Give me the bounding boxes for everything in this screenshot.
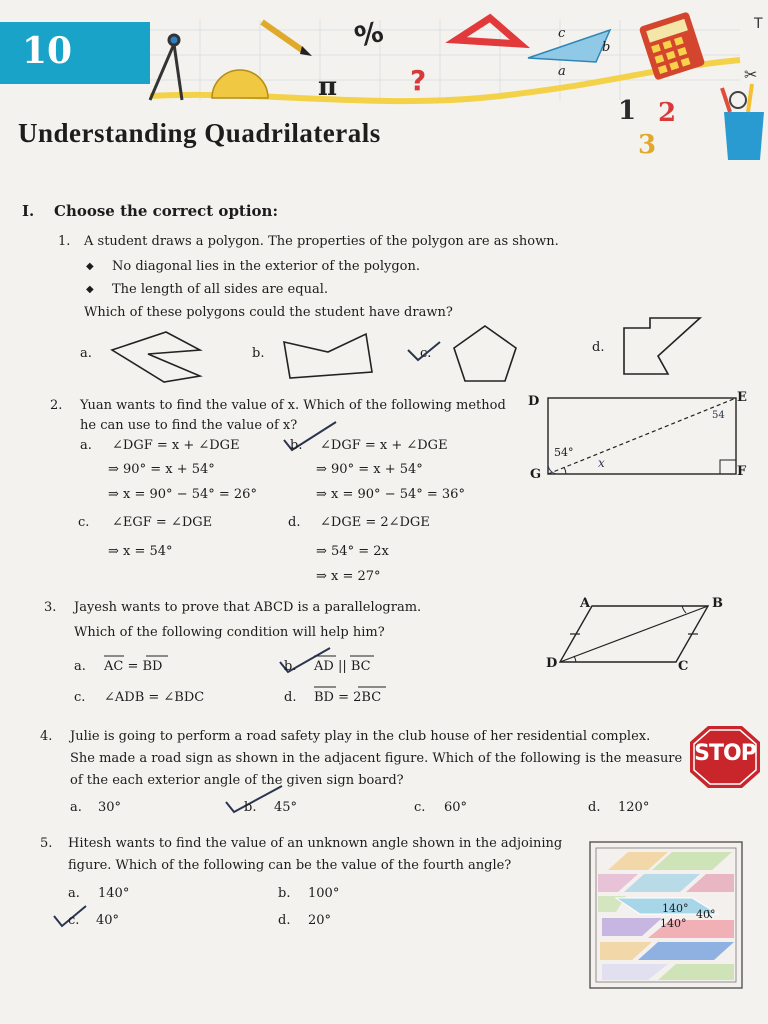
q1-option-a-figure — [108, 330, 208, 384]
q2-line-2: he can use to find the value of x? — [80, 418, 298, 433]
q2-fig-angle: 54° — [554, 446, 574, 459]
q5-b-value: 100° — [308, 886, 340, 901]
q3-b-text: AD || BC — [314, 659, 371, 674]
q3-a-text: AC = BD — [104, 659, 163, 674]
q4-b-value: 45° — [274, 800, 298, 815]
q2-fig-label-g: G — [530, 467, 542, 482]
q4-d-value: 120° — [618, 800, 650, 815]
q1-bullet-2: The length of all sides are equal. — [112, 282, 328, 297]
q1-option-a-label: a. — [80, 346, 92, 361]
q2-b-line-2: ⇒ 90° = x + 54° — [316, 462, 423, 477]
digit-3: 3 — [638, 130, 657, 160]
q2-a-line-2: ⇒ 90° = x + 54° — [108, 462, 215, 477]
labeled-triangle-icon — [528, 30, 610, 62]
q4-a-label: a. — [70, 800, 82, 815]
pi-glyph: π — [318, 72, 338, 102]
q5-line-2: figure. Which of the following can be the value of the fourth angle? — [68, 858, 512, 873]
q4-b-label: b. — [244, 800, 257, 815]
q2-number: 2. — [50, 398, 63, 413]
q5-d-label: d. — [278, 913, 291, 928]
chapter-title: Understanding Quadrilaterals — [18, 118, 381, 148]
q2-fig-label-f: F — [737, 464, 747, 479]
q4-a-value: 30° — [98, 800, 122, 815]
q2-d-label: d. — [288, 515, 301, 530]
q5-tile-figure — [588, 840, 744, 990]
digit-2: 2 — [658, 98, 677, 128]
q5-c-label: c. — [68, 913, 80, 928]
q4-c-label: c. — [414, 800, 426, 815]
q5-fig-angle-3: 40° — [696, 908, 716, 921]
triangle-label-a: a — [558, 64, 566, 79]
set-square-icon — [456, 18, 520, 44]
triangle-label-b: b — [602, 40, 611, 55]
section-number: I. — [22, 202, 35, 220]
q3-a-overline — [104, 655, 174, 659]
q5-a-label: a. — [68, 886, 80, 901]
q1-number: 1. — [58, 234, 71, 249]
q2-fig-x: x — [598, 456, 605, 470]
stop-sign-text: STOP — [694, 741, 756, 766]
q5-b-label: b. — [278, 886, 291, 901]
compass-icon — [150, 35, 182, 100]
q1-text: A student draws a polygon. The properties of the polygon are as shown. — [84, 234, 559, 249]
q3-b-label: b. — [284, 659, 297, 674]
q2-d-line-2: ⇒ 54° = 2x — [316, 544, 389, 559]
q2-a-line-1: ∠DGF = x + ∠DGE — [112, 438, 240, 453]
q2-d-line-3: ⇒ x = 27° — [316, 569, 381, 584]
percent-glyph: % — [351, 14, 387, 55]
pencil-cup-icon — [722, 84, 764, 160]
q2-b-line-3: ⇒ x = 90° − 54° = 36° — [316, 487, 465, 502]
q5-d-value: 20° — [308, 913, 332, 928]
q2-a-label: a. — [80, 438, 92, 453]
question-glyph: ? — [410, 64, 427, 97]
q2-c-label: c. — [78, 515, 90, 530]
bullet-icon: ◆ — [86, 284, 94, 295]
section-heading: Choose the correct option: — [54, 202, 279, 220]
q3-c-label: c. — [74, 690, 86, 705]
q1-option-d-figure — [620, 316, 706, 378]
q3-d-overline — [314, 686, 394, 690]
digit-1: 1 — [618, 96, 637, 126]
q5-c-value: 40° — [96, 913, 120, 928]
bullet-icon: ◆ — [86, 261, 94, 272]
q5-fig-angle-1: 140° — [662, 902, 689, 915]
q3-fig-label-a: A — [580, 596, 591, 611]
q1-bullet-1: No diagonal lies in the exterior of the polygon. — [112, 259, 421, 274]
q5-fig-angle-2: 140° — [660, 917, 687, 930]
q4-line-2: She made a road sign as shown in the adjacent figure. Which of the following is the measure — [70, 751, 683, 766]
q1-option-c-tick-icon — [406, 340, 446, 364]
q1-ask: Which of these polygons could the student have drawn? — [84, 305, 453, 320]
q2-fig-label-e: E — [737, 390, 747, 405]
scissors-icon: ✂ — [744, 65, 758, 84]
q2-line-1: Yuan wants to find the value of x. Which of the following method — [80, 398, 506, 413]
q2-b-label: b. — [290, 438, 303, 453]
q2-b-line-1: ∠DGF = x + ∠DGE — [320, 438, 448, 453]
q3-fig-label-d: D — [546, 656, 558, 671]
q3-d-text: BD = 2BC — [314, 690, 382, 705]
q2-fig-label-d: D — [528, 394, 540, 409]
q4-d-label: d. — [588, 800, 601, 815]
q2-d-line-1: ∠DGE = 2∠DGE — [320, 515, 430, 530]
q3-line-2: Which of the following condition will help him? — [74, 625, 385, 640]
q3-fig-label-c: C — [678, 659, 689, 674]
q1-option-d-label: d. — [592, 340, 605, 355]
triangle-label-c: c — [558, 26, 566, 41]
q3-fig-label-b: B — [712, 596, 723, 611]
q3-line-1: Jayesh wants to prove that ABCD is a parallelogram. — [74, 600, 422, 615]
q1-option-b-figure — [280, 330, 376, 384]
pencil-icon — [262, 22, 312, 56]
q4-number: 4. — [40, 729, 53, 744]
q1-option-c-figure — [450, 323, 520, 385]
q5-line-1: Hitesh wants to find the value of an unknown angle shown in the adjoining — [68, 836, 563, 851]
q2-c-line-2: ⇒ x = 54° — [108, 544, 173, 559]
q4-line-3: of the each exterior angle of the given sign board? — [70, 773, 404, 788]
q3-a-label: a. — [74, 659, 86, 674]
q3-d-label: d. — [284, 690, 297, 705]
q2-a-line-3: ⇒ x = 90° − 54° = 26° — [108, 487, 257, 502]
q3-b-overline — [314, 655, 384, 659]
q4-line-1: Julie is going to perform a road safety play in the club house of her residential complex. — [70, 729, 651, 744]
q3-number: 3. — [44, 600, 57, 615]
q5-number: 5. — [40, 836, 53, 851]
corner-letter: T — [754, 16, 763, 32]
q2-c-line-1: ∠EGF = ∠DGE — [112, 515, 213, 530]
q1-option-b-label: b. — [252, 346, 265, 361]
q2-rectangle-figure — [526, 388, 756, 488]
q5-a-value: 140° — [98, 886, 130, 901]
q3-c-text: ∠ADB = ∠BDC — [104, 690, 205, 705]
chapter-number: 10 — [22, 30, 73, 72]
q4-c-value: 60° — [444, 800, 468, 815]
q1-option-c-label: c. — [420, 346, 432, 361]
q2-fig-note: 54 — [712, 410, 725, 421]
